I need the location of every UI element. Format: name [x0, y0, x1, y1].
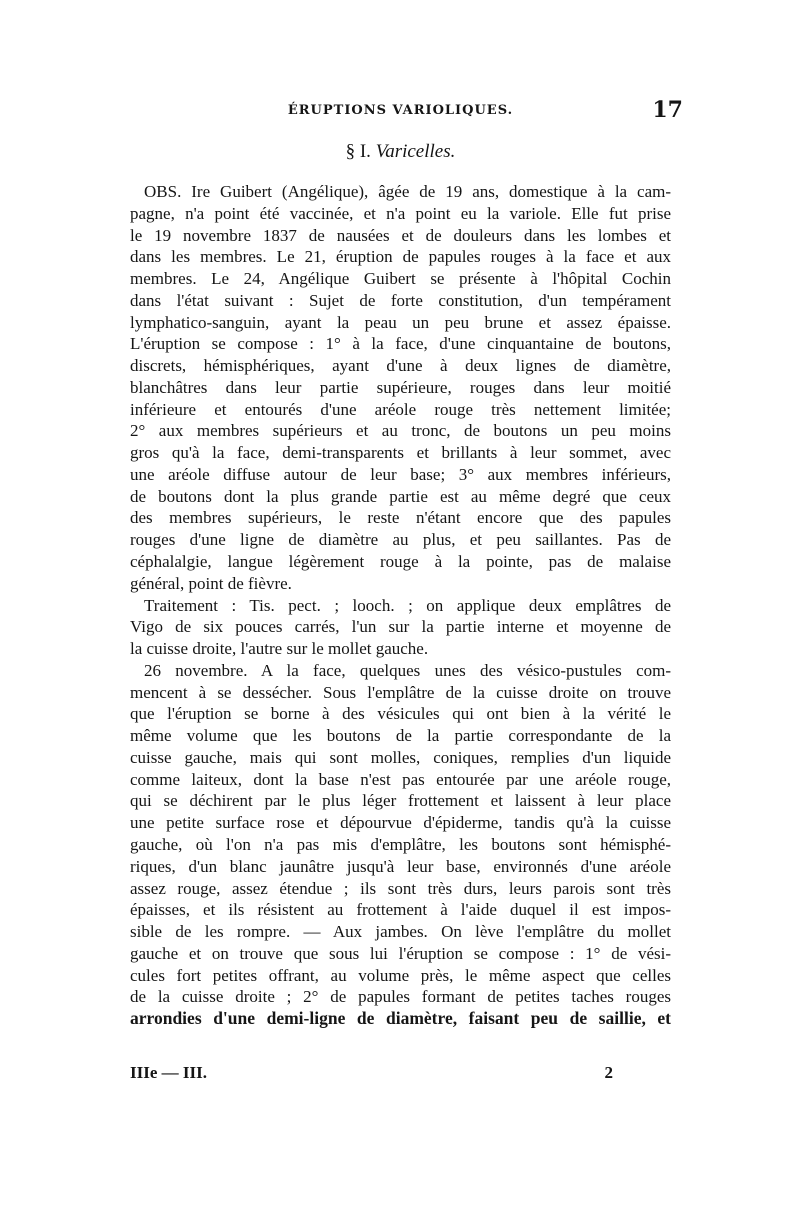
text-line: Vigo de six pouces carrés, l'un sur la partie interne et moyenne de: [130, 617, 671, 637]
text-line: sible de les rompre. — Aux jambes. On lève l'emplâtre du mollet: [130, 922, 671, 942]
text-line: même volume que les boutons de la partie correspondante de la: [130, 726, 671, 746]
text-line: cules fort petites offrant, au volume près, le même aspect que celles: [130, 965, 671, 985]
text-line: pagne, n'a point été vaccinée, et n'a point eu la variole. Elle fut prise: [130, 203, 671, 223]
text-line: lymphatico-sanguin, ayant la peau un peu brune et assez épaisse.: [130, 312, 671, 332]
text-line: rouges d'une ligne de diamètre au plus, et peu saillantes. Pas de: [130, 530, 671, 550]
text-line: céphalalgie, langue légèrement rouge à la pointe, pas de malaise: [130, 552, 671, 572]
text-line: mencent à se dessécher. Sous l'emplâtre de la cuisse droite on trouve: [130, 682, 671, 702]
text-line: gauche, où l'on n'a pas mis d'emplâtre, les boutons sont hémisphé-: [130, 834, 671, 854]
page-number: 17: [652, 97, 683, 123]
text-line: une petite surface rose et dépourvue d'épiderme, tandis qu'à la cuisse: [130, 813, 671, 833]
section-heading: [118, 141, 683, 163]
running-head: [118, 97, 683, 127]
text-line: général, point de fièvre.: [130, 573, 292, 593]
text-line: assez rouge, assez étendue ; ils sont très durs, leurs parois sont très: [130, 878, 671, 898]
text-line: Traitement : Tis. pect. ; looch. ; on applique deux emplâtres de: [144, 595, 671, 615]
text-line: la cuisse droite, l'autre sur le mollet gauche.: [130, 639, 429, 659]
text-line: gros qu'à la face, demi-transparents et brillants à leur sommet, avec: [130, 443, 671, 463]
text-line: qui se déchirent par le plus léger frottement et laissent à leur place: [130, 791, 671, 811]
running-title: ÉRUPTIONS VARIOLIQUES.: [287, 103, 514, 118]
text-line: que l'éruption se borne à des vésicules qui ont bien à la vérité le: [130, 704, 671, 724]
text-line: de la cuisse droite ; 2° de papules formant de petites taches rouges: [130, 987, 671, 1007]
signature-mark: IIIe — III.: [130, 1063, 207, 1082]
text-line: le 19 novembre 1837 de nausées et de douleurs dans les lombes et: [130, 225, 671, 245]
sheet-number: 2: [604, 1063, 613, 1082]
text-line: comme laiteux, dont la base n'est pas entourée par une aréole rouge,: [130, 769, 671, 789]
text-line: discrets, hémisphériques, ayant d'une à deux lignes de diamètre,: [130, 356, 671, 376]
text-line: riques, d'un blanc jaunâtre jusqu'à leur base, environnés d'une aréole: [130, 856, 671, 876]
text-line: de boutons dont la plus grande partie est au même degré que ceux: [130, 486, 671, 506]
text-line: 26 novembre. A la face, quelques unes des vésico-pustules com-: [144, 660, 671, 680]
text-line: L'éruption se compose : 1° à la face, d'une cinquantaine de boutons,: [130, 334, 671, 354]
text-line: épaisses, et ils résistent au frottement à l'aide duquel il est impos-: [130, 900, 671, 920]
text-line: inférieure et entourés d'une aréole rouge très nettement limitée;: [130, 399, 671, 419]
text-line: arrondies d'une demi-ligne de diamètre, faisant peu de saillie, et: [130, 1008, 671, 1029]
text-line: gauche et on trouve que sous lui l'éruption se compose : 1° de vési-: [130, 943, 671, 963]
body-text: [130, 181, 671, 1030]
text-line: 2° aux membres supérieurs et au tronc, de boutons un peu moins: [130, 421, 671, 441]
page-footer: [130, 1063, 671, 1087]
section-sign: § I.: [345, 141, 371, 162]
text-line: membres. Le 24, Angélique Guibert se présente à l'hôpital Cochin: [130, 269, 671, 289]
section-name: Varicelles.: [375, 141, 456, 162]
text-line: dans l'état suivant : Sujet de forte constitution, d'un tempérament: [130, 290, 671, 310]
text-line: une aréole diffuse autour de leur base; 3° aux membres inférieurs,: [130, 464, 671, 484]
text-line: dans les membres. Le 21, éruption de papules rouges à la face et aux: [130, 247, 671, 267]
text-line: des membres supérieurs, le reste n'étant encore que des papules: [130, 508, 671, 528]
text-line: blanchâtres dans leur partie supérieure, rouges dans leur moitié: [130, 377, 671, 397]
text-line: cuisse gauche, mais qui sont molles, coniques, remplies d'un liquide: [130, 747, 671, 767]
text-line: OBS. Ire Guibert (Angélique), âgée de 19 ans, domestique à la cam-: [144, 182, 671, 201]
